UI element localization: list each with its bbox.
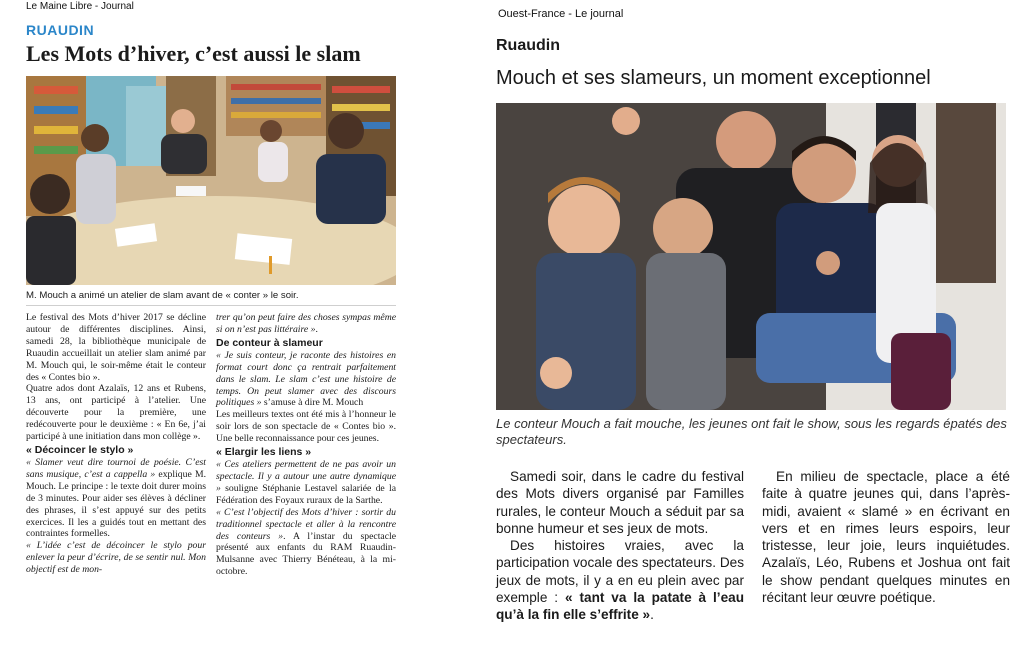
paragraph: En milieu de spectacle, place a été faite à quatre jeunes qui, dans l’après-midi, avaient « slamé » en écrivant en vers et en rimes leurs espoirs, leur tristesse, leur joie, leurs inquiétudes. Azalaïs, Léo, Rubens et Joshua ont fait le show pendant quelques minutes en récitant leur œuvre poétique. (762, 469, 1010, 606)
photo-caption: M. Mouch a animé un atelier de slam avant de « conter » le soir. (26, 290, 299, 301)
paragraph: « L’idée c’est de décoincer le stylo pour enlever la peur d’écrire, de se sentir nul. Mon objectif est de mon- (26, 540, 206, 576)
article-photo (496, 103, 1006, 410)
article-column-2 (216, 312, 396, 578)
paragraph: Des histoires vraies, avec la participation vocale des spectateurs. Des jeux de mots, il y a en eu plein avec par exemple : « tant va la patate à l’eau qu’à la fin elle s’effrite ». (496, 538, 745, 623)
article-photo (26, 76, 396, 285)
paragraph: Samedi soir, dans le cadre du festival des Mots divers organisé par Familles rurales, le conteur Mouch a séduit par sa bonne humeur et ses jeux de mots. (496, 469, 744, 536)
source-label: Le Maine Libre - Journal (26, 1, 134, 12)
photo-slammers-thumbs-up-illustration (496, 103, 1006, 410)
divider (26, 305, 396, 306)
paragraph: « C’est l’objectif des Mots d’hiver : sortir du traditionnel spectacle et aller à la rencontre des conteurs ». A l’instar du spectacle présenté aux enfants du RAM Ruaudin-Mulsanne avec Thierry Bénéteau, à la mi-octobre. (216, 506, 396, 578)
article-column-1 (496, 468, 744, 624)
paragraph: « Je suis conteur, je raconte des histoires en format court donc ça rentrait parfaitement dans le slam. Le slam c’est une histoire de temps. On peut slamer avec des discours politiques » s’amuse à dire M. Mouch (216, 349, 396, 409)
ouest-france-clipping (488, 0, 1029, 667)
subheading: « Décoincer le stylo » (26, 443, 134, 456)
subheading: De conteur à slameur (216, 336, 323, 349)
photo-caption: Le conteur Mouch a fait mouche, les jeunes ont fait le show, sous les regards épatés des spectateurs. (496, 416, 1007, 447)
kicker: RUAUDIN (26, 22, 95, 38)
subheading: « Elargir les liens » (216, 446, 312, 459)
article-title: Mouch et ses slameurs, un moment exceptionnel (496, 67, 931, 89)
paragraph: Quatre ados dont Azalaïs, 12 ans et Rubens, 13 ans, ont participé à l’atelier. Une découverte pour la première, une redécouverte pour le deuxième : « En 6e, j’ai participé à une initiation dans mon collège ». (26, 383, 206, 443)
article-title: Les Mots d’hiver, c’est aussi le slam (26, 41, 361, 66)
paragraph: « Slamer veut dire tournoi de poésie. C’est sans musique, c’est a cappella » explique M. Mouch. Le principe : le texte doit durer moins de 3 minutes. Pour aider ses élèves à décliner des phrases, il s’est appuyé sur des petits exercices. Il les a guidés tout en mettant des contraintes formelles. (26, 456, 206, 540)
paragraph: Le festival des Mots d’hiver 2017 se décline autour de différentes disciplines. Ainsi, samedi 28, la bibliothèque municipale de Ruaudin accueillait un atelier slam animé par M. Mouch qui, le soir-même était le conteur des « Contes bio ». (26, 312, 206, 383)
maine-libre-clipping (22, 0, 400, 667)
kicker: Ruaudin (496, 37, 560, 54)
photo-slam-workshop-illustration (26, 76, 396, 285)
paragraph: Les meilleurs textes ont été mis à l’honneur le soir lors de son spectacle de « Contes bio ». Une belle reconnaissance pour ces jeunes. (216, 409, 396, 445)
article-column-2 (762, 468, 1010, 606)
article-column-1 (26, 312, 206, 576)
source-label: Ouest-France - Le journal (498, 8, 624, 20)
paragraph: trer qu’on peut faire des choses sympas même si on n’est pas littéraire ». (216, 312, 396, 335)
paragraph: « Ces ateliers permettent de ne pas avoir un spectacle. Il y a autour une autre dynamique » souligne Stéphanie Lestavel salariée de la Fédération des Foyaux ruraux de la Sarthe. (216, 459, 396, 506)
